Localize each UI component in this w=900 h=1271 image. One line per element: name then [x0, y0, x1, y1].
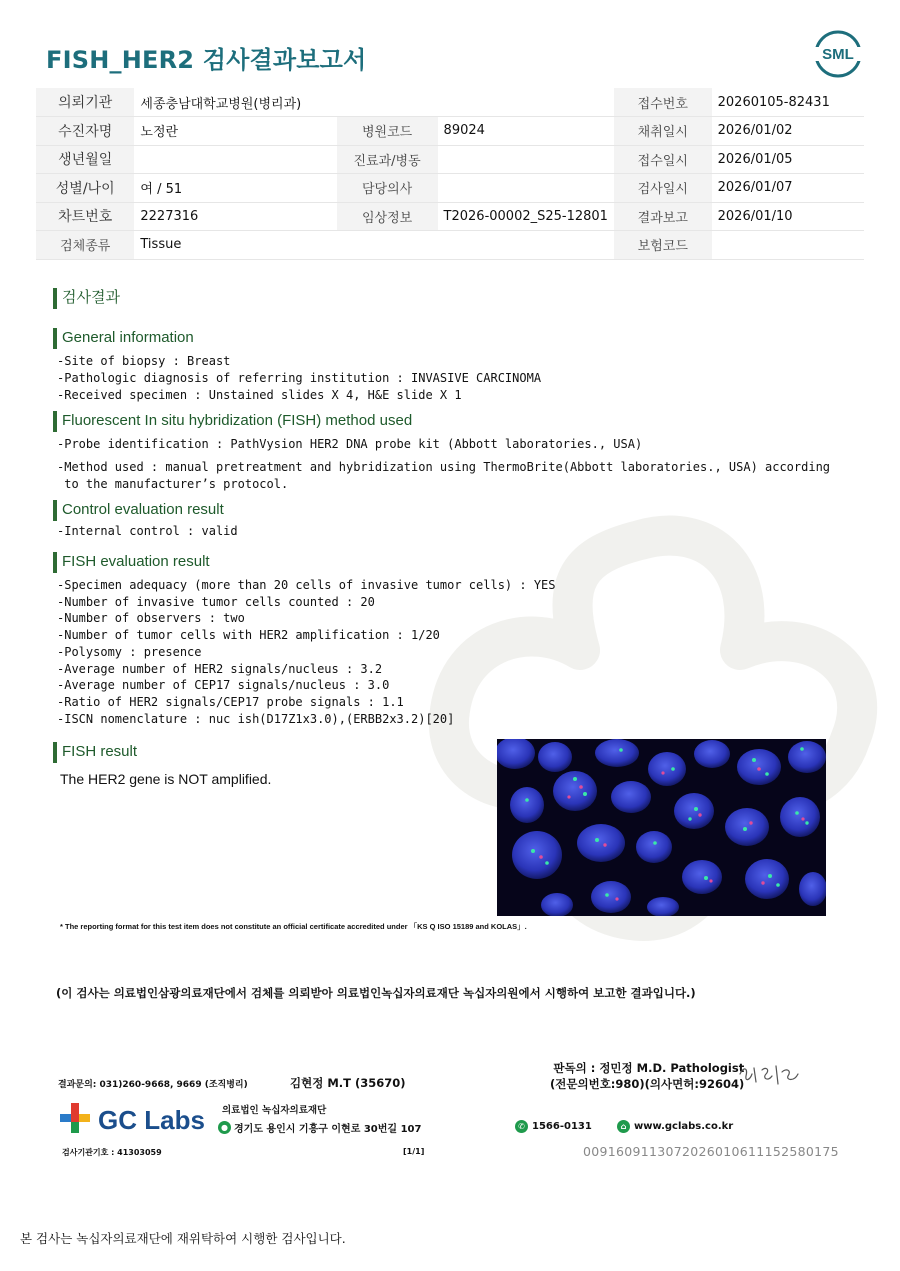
- footnote: * The reporting format for this test item does not constitute an official certificate accredited under 「KS Q ISO 15189 and KOLAS」.: [60, 922, 527, 931]
- gc-labs-logo-icon: [58, 1100, 213, 1138]
- table-row: [36, 88, 864, 117]
- bottom-note: 본 검사는 녹십자의료재단에 재위탁하여 시행한 검사입니다.: [20, 1231, 346, 1246]
- evaluation-line: -ISCN nomenclature : nuc ish(D17Z1x3.0),(ERBB2x3.2)[20]: [57, 711, 455, 726]
- info-value: 89024: [438, 117, 614, 146]
- info-value: [712, 231, 864, 260]
- info-label: 결과보고: [614, 202, 712, 231]
- page-title: FISH_HER2 검사결과보고서: [46, 46, 367, 74]
- evaluation-line: -Number of observers : two: [57, 611, 245, 626]
- general-info-line: -Pathologic diagnosis of referring institution : INVASIVE CARCINOMA: [57, 371, 542, 385]
- phone-icon: ✆: [515, 1120, 528, 1133]
- info-value: 2026/01/05: [712, 145, 864, 174]
- info-label: 의뢰기관: [36, 88, 134, 117]
- info-label: 담당의사: [337, 174, 438, 203]
- info-label: 접수일시: [614, 145, 712, 174]
- info-value: 2227316: [134, 202, 336, 231]
- evaluation-line: -Polysomy : presence: [57, 644, 202, 659]
- technologist: 김현정 M.T (35670): [290, 1076, 406, 1090]
- foundation-name: 의료법인 녹십자의료재단: [222, 1105, 327, 1116]
- evaluation-line: -Number of invasive tumor cells counted : 20: [57, 594, 375, 609]
- institution-code: 검사기관기호 : 41303059: [62, 1148, 162, 1157]
- info-value: 2026/01/07: [712, 174, 864, 203]
- fish-result-text: The HER2 gene is NOT amplified.: [60, 771, 272, 787]
- info-label: 진료과/병동: [337, 145, 438, 174]
- info-value: 여 / 51: [134, 174, 336, 203]
- website: [617, 1120, 733, 1133]
- page-number: [1/1]: [403, 1147, 425, 1156]
- barcode-number: 0091609113072026010611152580175: [583, 1144, 839, 1159]
- table-row: [36, 231, 864, 260]
- address: [218, 1120, 421, 1135]
- info-value: 노정란: [134, 117, 336, 146]
- info-value: [438, 231, 614, 260]
- table-row: [36, 202, 864, 231]
- info-label: 임상정보: [337, 202, 438, 231]
- info-label: 검사일시: [614, 174, 712, 203]
- control-heading: Control evaluation result: [53, 500, 224, 521]
- website-link[interactable]: www.gclabs.co.kr: [634, 1121, 734, 1132]
- evaluation-line: -Number of tumor cells with HER2 amplification : 1/20: [57, 628, 440, 643]
- method-heading: Fluorescent In situ hybridization (FISH) method used: [53, 411, 412, 432]
- sml-logo-text: SML: [822, 46, 854, 63]
- phone: [515, 1120, 592, 1133]
- control-line: -Internal control : valid: [57, 524, 238, 538]
- fish-result-heading: FISH result: [53, 742, 137, 763]
- info-value: [438, 88, 614, 117]
- gc-labs-logo-text: GC Labs: [98, 1105, 205, 1135]
- result-heading: 검사결과: [53, 288, 120, 309]
- info-label: 검체종류: [36, 231, 134, 260]
- info-value: [134, 145, 336, 174]
- evaluation-heading: FISH evaluation result: [53, 552, 210, 573]
- table-row: [36, 117, 864, 146]
- info-label: 성별/나이: [36, 174, 134, 203]
- info-value: 2026/01/10: [712, 202, 864, 231]
- info-value: 20260105-82431: [712, 88, 864, 117]
- info-label: 생년월일: [36, 145, 134, 174]
- method-line: -Probe identification : PathVysion HER2 DNA probe kit (Abbott laboratories., USA): [57, 437, 643, 451]
- info-label: 수진자명: [36, 117, 134, 146]
- fish-microscopy-image: [497, 739, 826, 916]
- evaluation-line: -Average number of CEP17 signals/nucleus : 3.0: [57, 678, 390, 693]
- info-value: [438, 174, 614, 203]
- table-row: [36, 145, 864, 174]
- info-value: Tissue: [134, 231, 336, 260]
- info-label: 접수번호: [614, 88, 712, 117]
- general-info-heading: General information: [53, 328, 194, 349]
- info-value: [337, 88, 438, 117]
- referral-notice: (이 검사는 의료법인삼광의료재단에서 검체를 의뢰받아 의료법인녹십자의료재단 녹십자의원에서 시행하여 보고한 결과입니다.): [56, 986, 696, 1000]
- general-info-line: -Site of biopsy : Breast: [57, 354, 231, 368]
- evaluation-line: -Specimen adequacy (more than 20 cells of invasive tumor cells) : YES: [57, 578, 556, 592]
- contact-info: 결과문의: 031)260-9668, 9669 (조직병리): [58, 1080, 248, 1090]
- method-line: to the manufacturer’s protocol.: [57, 477, 289, 491]
- evaluation-line: -Ratio of HER2 signals/CEP17 probe signals : 1.1: [57, 694, 404, 709]
- signature-icon: [736, 1060, 806, 1090]
- address-text: 경기도 용인시 기흥구 이현로 30번길 107: [234, 1124, 422, 1135]
- info-value: 2026/01/02: [712, 117, 864, 146]
- method-line: -Method used : manual pretreatment and hybridization using ThermoBrite(Abbott laboratories., USA) according: [57, 460, 831, 474]
- info-value: [438, 145, 614, 174]
- info-label: 병원코드: [337, 117, 438, 146]
- phone-text: 1566-0131: [532, 1121, 592, 1132]
- info-value: 세종충남대학교병원(병리과): [134, 88, 336, 117]
- patient-info-table: [36, 88, 864, 260]
- pathologist: [550, 1060, 744, 1092]
- sml-logo-icon: [812, 28, 864, 80]
- general-info-line: -Received specimen : Unstained slides X 4, H&E slide X 1: [57, 388, 462, 402]
- info-label: 보험코드: [614, 231, 712, 260]
- pathologist-line: 판독의 : 정민정 M.D. Pathologist: [553, 1061, 745, 1075]
- pathologist-line: (전문의번호:980)(의사면허:92604): [550, 1077, 745, 1091]
- location-pin-icon: ●: [218, 1121, 231, 1134]
- info-label: 차트번호: [36, 202, 134, 231]
- evaluation-line: -Average number of HER2 signals/nucleus : 3.2: [57, 661, 383, 676]
- info-label: 채취일시: [614, 117, 712, 146]
- home-icon: ⌂: [617, 1120, 630, 1133]
- table-row: [36, 174, 864, 203]
- info-value: [337, 231, 438, 260]
- info-value: T2026-00002_S25-12801: [438, 202, 614, 231]
